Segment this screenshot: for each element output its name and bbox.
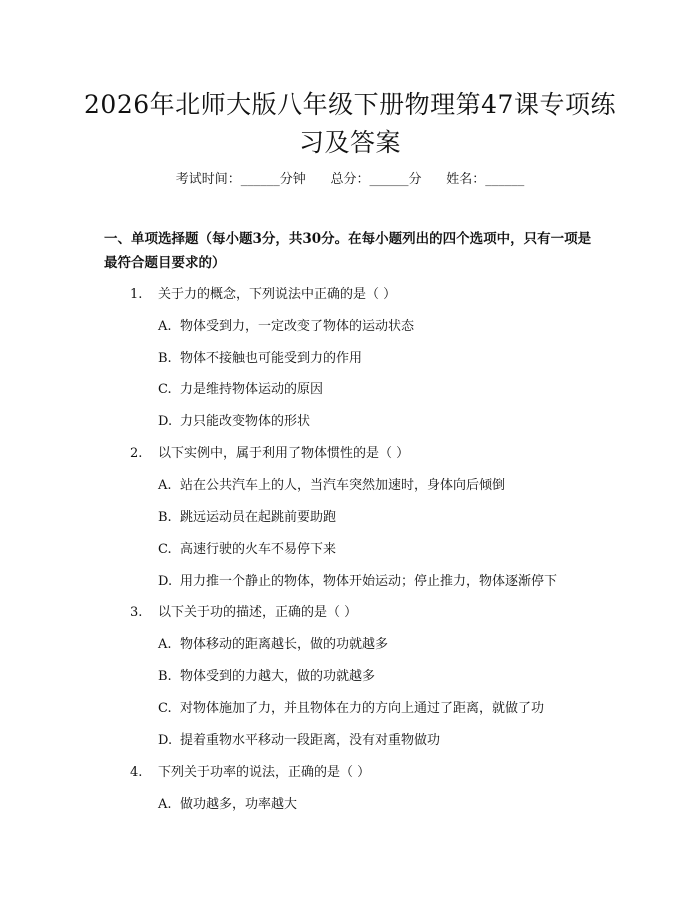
- option-text: 跳远运动员在起跳前要助跑: [180, 510, 337, 525]
- option-text: 用力推一个静止的物体，物体开始运动；停止推力，物体逐渐停下: [180, 574, 558, 589]
- question-text: 以下实例中，属于利用了物体惯性的是（ ）: [158, 446, 410, 461]
- option-text: 物体移动的距离越长，做的功就越多: [180, 637, 389, 652]
- option-text: 物体受到力，一定改变了物体的运动状态: [180, 319, 415, 334]
- option-letter: A.: [158, 478, 172, 493]
- question-1-option-c: [158, 378, 323, 397]
- question-1-option-a: [158, 315, 414, 334]
- question-2-option-d: [158, 570, 557, 589]
- option-text: 提着重物水平移动一段距离，没有对重物做功: [180, 733, 441, 748]
- question-text: 关于力的概念，下列说法中正确的是（ ）: [158, 287, 397, 302]
- question-2-option-b: [158, 506, 336, 525]
- question-text: 下列关于功率的说法，正确的是（ ）: [158, 765, 371, 780]
- question-2-option-c: [158, 538, 336, 557]
- option-letter: C.: [158, 382, 172, 397]
- question-number: 1.: [130, 287, 143, 302]
- option-letter: D.: [158, 733, 173, 748]
- option-letter: A.: [158, 797, 172, 812]
- option-letter: C.: [158, 542, 172, 557]
- question-2-option-a: [158, 474, 505, 493]
- option-text: 对物体施加了力，并且物体在力的方向上通过了距离，就做了功: [180, 701, 545, 716]
- option-text: 力是维持物体运动的原因: [180, 382, 324, 397]
- option-letter: B.: [158, 351, 172, 366]
- option-text: 高速行驶的火车不易停下来: [180, 542, 337, 557]
- option-letter: D.: [158, 574, 173, 589]
- question-3-option-c: [158, 697, 544, 716]
- question-4: [130, 761, 370, 780]
- option-text: 站在公共汽车上的人，当汽车突然加速时，身体向后倾倒: [180, 478, 506, 493]
- question-1-option-d: [158, 410, 310, 429]
- question-3-option-a: [158, 633, 388, 652]
- exam-info-line: 考试时间：______分钟 总分：______分 姓名：______: [175, 172, 525, 187]
- option-text: 物体受到的力越大，做的功就越多: [180, 669, 376, 684]
- option-letter: B.: [158, 669, 172, 684]
- option-letter: A.: [158, 319, 172, 334]
- question-text: 以下关于功的描述，正确的是（ ）: [158, 605, 358, 620]
- section-heading: 一、单项选择题（每小题3分，共30分。在每小题列出的四个选项中，只有一项是最符合题目要求的）: [104, 231, 592, 271]
- document-title: 2026年北师大版八年级下册物理第47课专项练习及答案: [84, 90, 616, 157]
- question-1-option-b: [158, 347, 362, 366]
- option-letter: B.: [158, 510, 172, 525]
- question-number: 4.: [130, 765, 143, 780]
- option-letter: A.: [158, 637, 172, 652]
- option-text: 力只能改变物体的形状: [180, 414, 311, 429]
- question-3-option-d: [158, 729, 440, 748]
- question-number: 3.: [130, 605, 143, 620]
- question-3-option-b: [158, 665, 375, 684]
- question-3: [130, 601, 357, 620]
- option-text: 物体不接触也可能受到力的作用: [180, 351, 363, 366]
- question-1: [130, 283, 396, 302]
- option-letter: C.: [158, 701, 172, 716]
- option-text: 做功越多，功率越大: [180, 797, 298, 812]
- question-4-option-a: [158, 793, 297, 812]
- question-2: [130, 442, 409, 461]
- question-number: 2.: [130, 446, 143, 461]
- option-letter: D.: [158, 414, 173, 429]
